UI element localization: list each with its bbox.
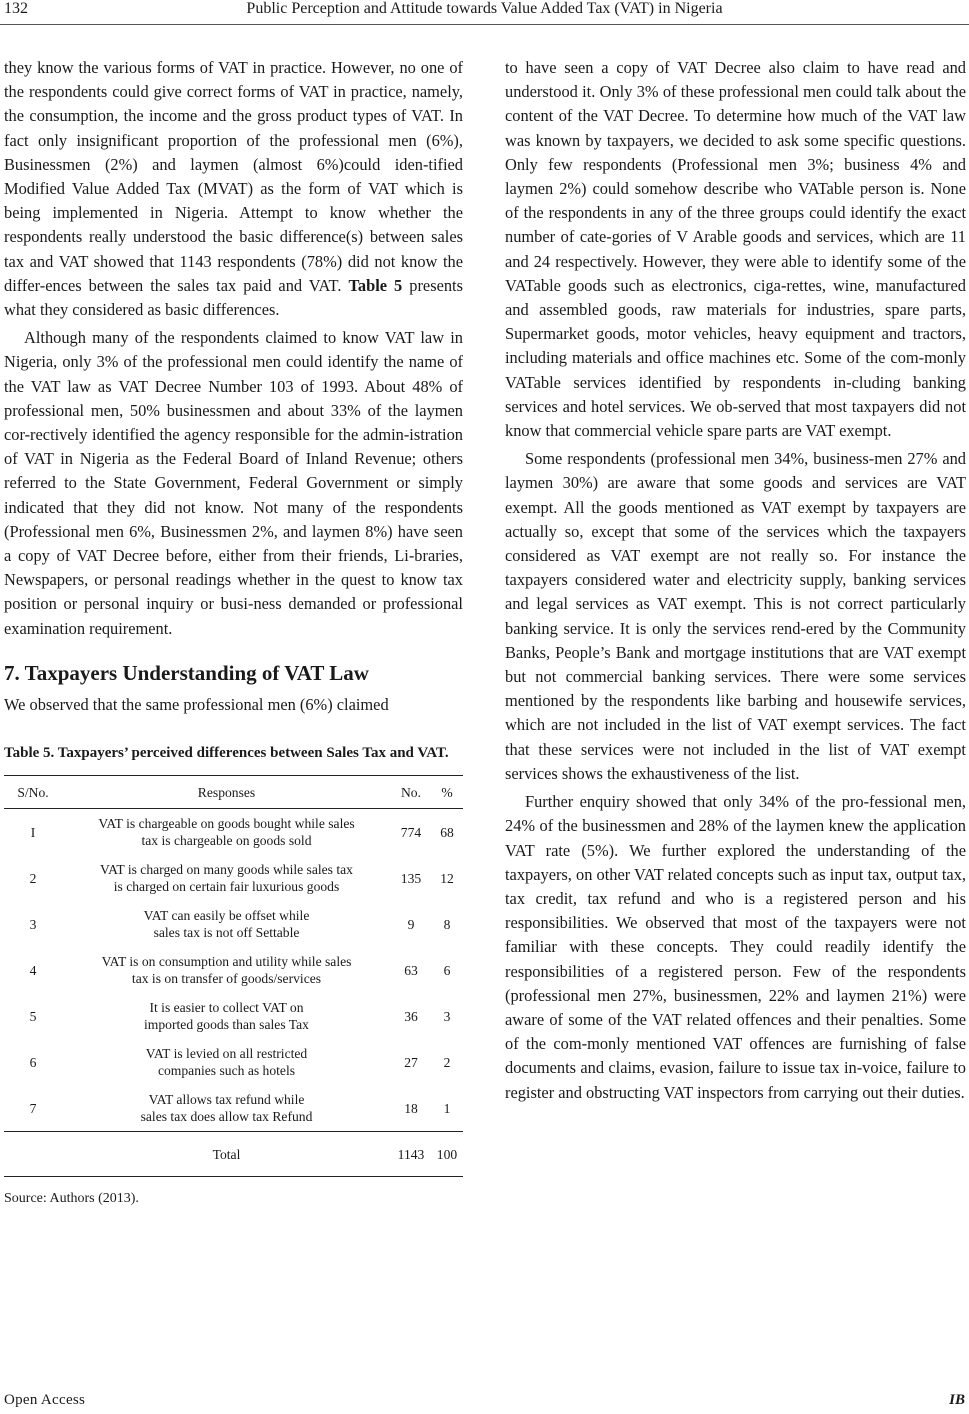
table-reference: Table 5 [348, 275, 403, 295]
cell-response: VAT allows tax refund while sales tax does allow tax Refund [140, 1092, 313, 1125]
cell-sn: 4 [29, 962, 37, 978]
table-source: Source: Authors (2013). [4, 1191, 139, 1207]
running-title: Public Perception and Attitude towards Value Added Tax (VAT) in Nigeria [246, 0, 723, 17]
cell-response: VAT can easily be offset while sales tax is not off Settable [143, 908, 310, 941]
total-no: 1143 [397, 1146, 425, 1162]
cell-no: 9 [407, 916, 415, 932]
cell-no: 63 [404, 962, 418, 978]
table-row [4, 947, 463, 993]
table-row [4, 1085, 463, 1132]
left-paragraph-1: they know the various forms of VAT in practice. However, no one of the respondents could give correct forms of VAT in practice, namely, the consumption, the income and the gross product types of VAT. In fact only insignificant proportion of the professional men (6%), Businessmen (2%) and laymen (almost 6%)could iden-tified Modified Value Added Tax (MVAT) as the form of VAT which is being implemented in Nigeria. Attempt to know whether the respondents really understood the basic difference(s) between sales tax and VAT showed that 1143 respondents (78%) did not know the differ-ences between the sales tax paid and VAT. Table 5 presents what they considered as basic differences. [4, 58, 463, 320]
vat-differences-table [4, 775, 463, 1177]
total-label: Total [212, 1146, 241, 1162]
cell-pct: 3 [443, 1008, 451, 1024]
cell-response: VAT is charged on many goods while sales tax is charged on certain fair luxurious goods [100, 862, 353, 895]
right-paragraph-2: Some respondents (professional men 34%, business-men 27% and laymen 30%) are aware that some goods and services are VAT exempt. All the goods mentioned as VAT exempt by taxpayers are actually so, except that some of the services which the taxpayers considered as VAT exempt are not really so. For instance the taxpayers considered water and electricity supply, banking services and legal services as VAT exempt. This is not correct particularly banking service. It is only the services rend-ered by the Community Banks, People’s Bank and mortgage institutions that are VAT exempt but not commercial banking services. There were some services mentioned by the respondents like barbing and housewife services, which are not included in the list of VAT exempt services. The fact that these services were not included in the list of VAT exempt services shows the exhaustiveness of the list. [505, 449, 966, 783]
cell-sn: 7 [29, 1100, 37, 1116]
total-pct: 100 [436, 1146, 458, 1162]
cell-response: It is easier to collect VAT on imported goods than sales Tax [144, 1000, 309, 1033]
cell-pct: 68 [440, 824, 454, 840]
cell-response: VAT is levied on all restricted companies such as hotels [145, 1046, 308, 1079]
cell-no: 36 [404, 1008, 418, 1024]
cell-pct: 1 [443, 1100, 451, 1116]
left-paragraph-2: Although many of the respondents claimed to know VAT law in Nigeria, only 3% of the professional men could identify the name of the VAT law as VAT Decree Number 103 of 1993. About 48% of professional men, 50% businessmen and about 33% of the laymen cor-rectively identified the agency responsible for the admin-istration of VAT in Nigeria as the Federal Board of Inland Revenue; others referred to the State Government, Federal Government or simply indicated that they did not know. Not many of the respondents (Professional men 6%, Businessmen 2%, and laymen 8%) have seen a copy of VAT Decree before, either from their friends, Li-braries, Newspapers, or personal readings whether in the quest to know tax position or personal inquiry or busi-ness demanded or professional examination requirement. [4, 328, 463, 638]
cell-no: 27 [404, 1054, 418, 1070]
left-paragraph-3: We observed that the same professional men (6%) claimed [4, 695, 389, 715]
footer-journal-abbrev: IB [949, 1392, 965, 1408]
table-total-row [4, 1132, 463, 1177]
cell-sn: 5 [29, 1008, 37, 1024]
cell-pct: 2 [443, 1054, 451, 1070]
page-header [0, 0, 969, 25]
cell-no: 18 [404, 1100, 418, 1116]
header-responses: Responses [62, 776, 391, 809]
section-heading: 7. Taxpayers Understanding of VAT Law [4, 660, 369, 685]
cell-pct: 8 [443, 916, 451, 932]
right-paragraph-1: to have seen a copy of VAT Decree also claim to have read and understood it. Only 3% of these professional men could talk about the content of the VAT Decree. To determine how much of the VAT law was known by taxpayers, we decided to ask some specific questions. Only few respondents (Professional men 3%; business 4% and laymen 2%) could somehow describe who VATable person is. None of the respondents in any of the three groups could identify the exact number of cate-gories of V Arable goods and services, which are 11 and 24 respectively. However, they were able to identify some of the VATable goods such as electronics, ciga-rettes, wine, manufactured and assembled goods, raw materials for industries, spare parts, Supermarket goods, motor vehicles, heavy equipment and tractors, including materials and office machines etc. Some of the com-monly VATable services identified by respondents in-cluding banking services and hotel services. We ob-served that most taxpayers did not know that commercial vehicle spare parts are VAT exempt. [505, 58, 966, 441]
footer-open-access: Open Access [4, 1392, 86, 1408]
table-row [4, 809, 463, 856]
table-row [4, 855, 463, 901]
header-no: No. [391, 776, 431, 809]
page-number: 132 [4, 0, 28, 17]
right-paragraph-3: Further enquiry showed that only 34% of the pro-fessional men, 24% of the businessmen and 28% of the laymen knew the application VAT rate (5%). We further explored the understanding of the taxpayers, on other VAT related concepts such as input tax, output tax, tax credit, tax refund and who is a registered person and his responsibilities. We observed that most of the taxpayers were not familiar with these concepts. They could readily identify the responsibilities of a registered person. Few of the respondents (professional men 27%, businessmen, 22% and laymen 21%) were aware of some of the VAT related offences and their penalties. Some of the com-monly mentioned VAT offences are furnishing of false documents and claims, evasion, failure to issue tax in-voice, failure to register and obstructing VAT inspectors from carrying out their duties. [505, 792, 966, 1102]
cell-no: 774 [400, 824, 422, 840]
cell-sn: 6 [29, 1054, 37, 1070]
cell-response: VAT is chargeable on goods bought while sales tax is chargeable on goods sold [98, 816, 355, 849]
cell-pct: 6 [443, 962, 451, 978]
cell-sn: 3 [29, 916, 37, 932]
cell-sn: I [30, 824, 36, 840]
header-pct: % [431, 776, 463, 809]
cell-response: VAT is on consumption and utility while sales tax is on transfer of goods/services [101, 954, 352, 987]
cell-no: 135 [400, 870, 422, 886]
header-sn: S/No. [4, 776, 62, 809]
cell-sn: 2 [29, 870, 37, 886]
table-header-row [4, 776, 463, 809]
left-column [4, 56, 463, 1211]
table-row [4, 901, 463, 947]
table-caption: Table 5. Taxpayers’ perceived differences between Sales Tax and VAT. [4, 745, 449, 762]
table-row [4, 1039, 463, 1085]
right-column [505, 56, 966, 1105]
cell-pct: 12 [440, 870, 454, 886]
table-row [4, 993, 463, 1039]
